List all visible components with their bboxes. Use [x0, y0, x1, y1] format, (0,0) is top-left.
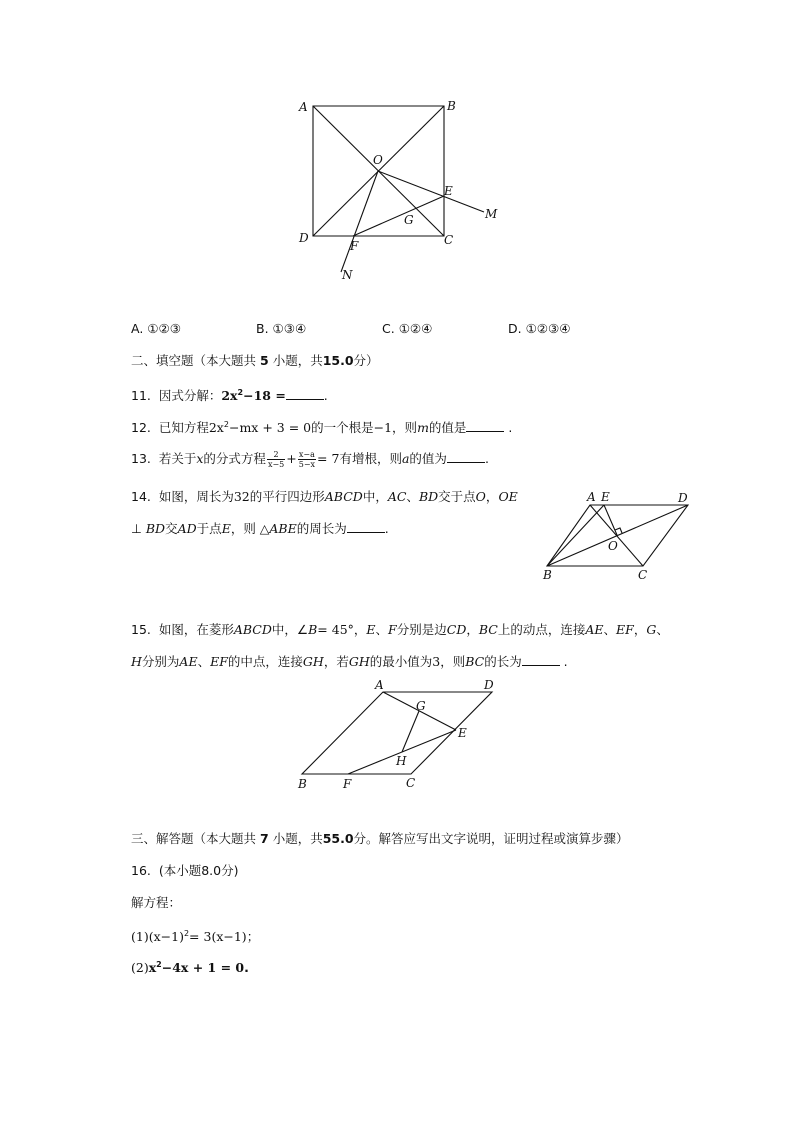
question-13: 13. 若关于x的分式方程 $\frac{2}{x-5}$ + $\frac{x-a}{5-x}$ = 7有增根，则a的值为 . [131, 450, 489, 469]
answer-blank-11[interactable] [286, 387, 324, 400]
question-14-line1: 14. 如图，周长为32的平行四边形ABCD中，AC、BD交于点O，OE [131, 489, 518, 504]
ray-on [341, 171, 378, 272]
answer-blank-13[interactable] [447, 450, 485, 463]
option-c-letter: C. [382, 321, 395, 336]
label-f-15: F [343, 777, 352, 791]
label-d-15: D [484, 678, 494, 692]
section3-heading: 三、解答题（本大题共 7 小题，共55.0分。解答应写出文字说明，证明过程或演算步骤） [131, 831, 629, 846]
label-a-15: A [375, 678, 384, 692]
label-a: A [299, 100, 308, 114]
label-d: D [299, 231, 309, 245]
ray-om [378, 171, 484, 212]
answer-blank-12[interactable] [466, 419, 504, 432]
label-o: O [373, 153, 383, 167]
square-figure [290, 90, 510, 290]
label-c: C [444, 233, 454, 247]
option-a-letter: A. [131, 321, 144, 336]
option-d[interactable] [508, 321, 570, 336]
parallelogram-figure [540, 486, 700, 586]
label-d-14: D [678, 491, 688, 505]
label-m: M [485, 207, 498, 221]
label-c-14: C [638, 568, 648, 582]
segment-oe [604, 505, 617, 535]
label-e-14: E [601, 490, 610, 504]
question-15-line1: 15. 如图，在菱形ABCD中，∠B= 45°，E、F分别是边CD，BC上的动点，连接AE、EF，G、 [131, 622, 669, 637]
label-o-14: O [608, 539, 618, 553]
question-16-part2: $(2)x^2-4x + 1 = 0$. [131, 960, 249, 976]
option-b-text: ①③④ [272, 321, 307, 336]
question-16-header: 16. (本小题8.0分) [131, 863, 239, 878]
label-c-15: C [406, 776, 416, 790]
rhombus-figure [290, 676, 510, 796]
section2-heading: 二、填空题（本大题共 5 小题，共15.0分） [131, 353, 379, 368]
label-b-14: B [543, 568, 552, 582]
label-h-15: H [396, 754, 407, 768]
label-n: N [342, 268, 353, 282]
question-16-prompt: 解方程： [131, 895, 182, 910]
question-14-line2: ⊥ BD交AD于点E，则 △ABE的周长为 . [131, 521, 389, 536]
option-a[interactable] [131, 321, 181, 336]
option-c[interactable] [382, 321, 432, 336]
label-g: G [404, 213, 414, 227]
question-11: 11. 因式分解：$2x^2-18$ = . [131, 388, 328, 404]
question-16-part1: $(1)(x-1)^2= 3(x-1)$； [131, 929, 260, 945]
option-b[interactable] [256, 321, 306, 336]
label-a-14: A [587, 490, 596, 504]
label-e: E [444, 184, 453, 198]
option-d-text: ①②③④ [525, 321, 571, 336]
option-d-letter: D. [508, 321, 522, 336]
option-a-text: ①②③ [147, 321, 181, 336]
label-g-15: G [416, 699, 426, 713]
answer-blank-14[interactable] [347, 520, 385, 533]
segment-be [547, 505, 604, 566]
option-c-text: ①②④ [398, 321, 433, 336]
label-f: F [350, 239, 359, 253]
option-b-letter: B. [256, 321, 269, 336]
label-b: B [447, 99, 456, 113]
label-e-15: E [458, 726, 467, 740]
label-b-15: B [298, 777, 307, 791]
question-12: 12. 已知方程$2x^2-mx + 3 = 0$的一个根是−1，则m的值是 . [131, 420, 513, 436]
question-15-line2: H分别为AE、EF的中点，连接GH，若GH的最小值为3，则BC的长为 . [131, 654, 568, 669]
answer-blank-15[interactable] [522, 653, 560, 666]
